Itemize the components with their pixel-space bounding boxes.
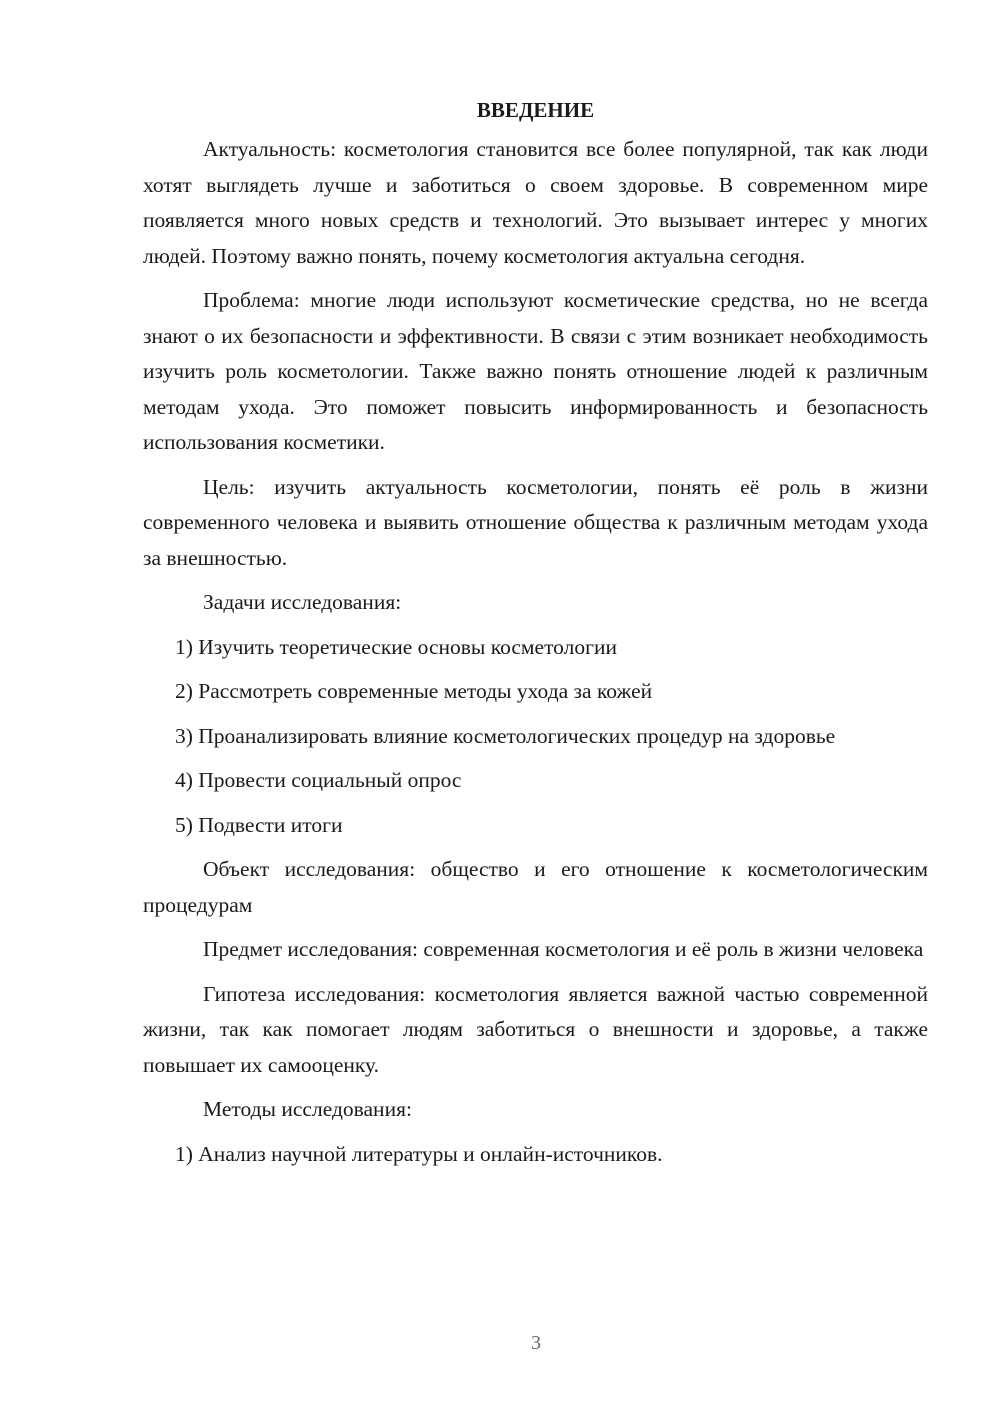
- task-item: 2) Рассмотреть современные методы ухода за кожей: [175, 679, 653, 703]
- task-item: 1) Изучить теоретические основы косметологии: [175, 634, 617, 659]
- paragraph-relevance: Актуальность: косметология становится все более популярной, так как люди хотят выглядеть лучше и заботиться о своем здоровье. В современном мире появляется много новых средств и технологий. Это вызывает интерес у многих людей. Поэтому важно понять, почему косметология актуальна сегодня.: [143, 137, 928, 268]
- paragraph-object: Объект исследования: общество и его отношение к косметологическим процедурам: [143, 857, 928, 917]
- paragraph-problem: Проблема: многие люди используют косметические средства, но не всегда знают о их безопасности и эффективности. В связи с этим возникает необходимость изучить роль косметологии. Также важно понять отношение людей к различным методам ухода. Это поможет повысить информированность и безопасность использования косметики.: [143, 288, 928, 454]
- methods-heading: Методы исследования:: [203, 1097, 412, 1121]
- paragraph-hypothesis: Гипотеза исследования: косметология является важной частью современной жизни, так как помогает людям заботиться о внешности и здоровье, а также повышает их самооценку.: [143, 981, 928, 1077]
- task-item: 3) Проанализировать влияние косметологических процедур на здоровье: [175, 723, 836, 748]
- paragraph-goal: Цель: изучить актуальность косметологии, понять её роль в жизни современного человека и выявить отношение общества к различным методам ухода за внешностью.: [143, 474, 928, 570]
- task-item: 4) Провести социальный опрос: [175, 768, 462, 792]
- task-item: 5) Подвести итоги: [175, 812, 343, 837]
- tasks-heading: Задачи исследования:: [203, 590, 402, 614]
- paragraph-subject: Предмет исследования: современная косметология и её роль в жизни человека: [203, 937, 924, 961]
- page-title: ВВЕДЕНИЕ: [476, 98, 595, 122]
- page-number: 3: [531, 1332, 541, 1354]
- document-page: [143, 92, 928, 1181]
- method-item: 1) Анализ научной литературы и онлайн-источников.: [175, 1141, 663, 1166]
